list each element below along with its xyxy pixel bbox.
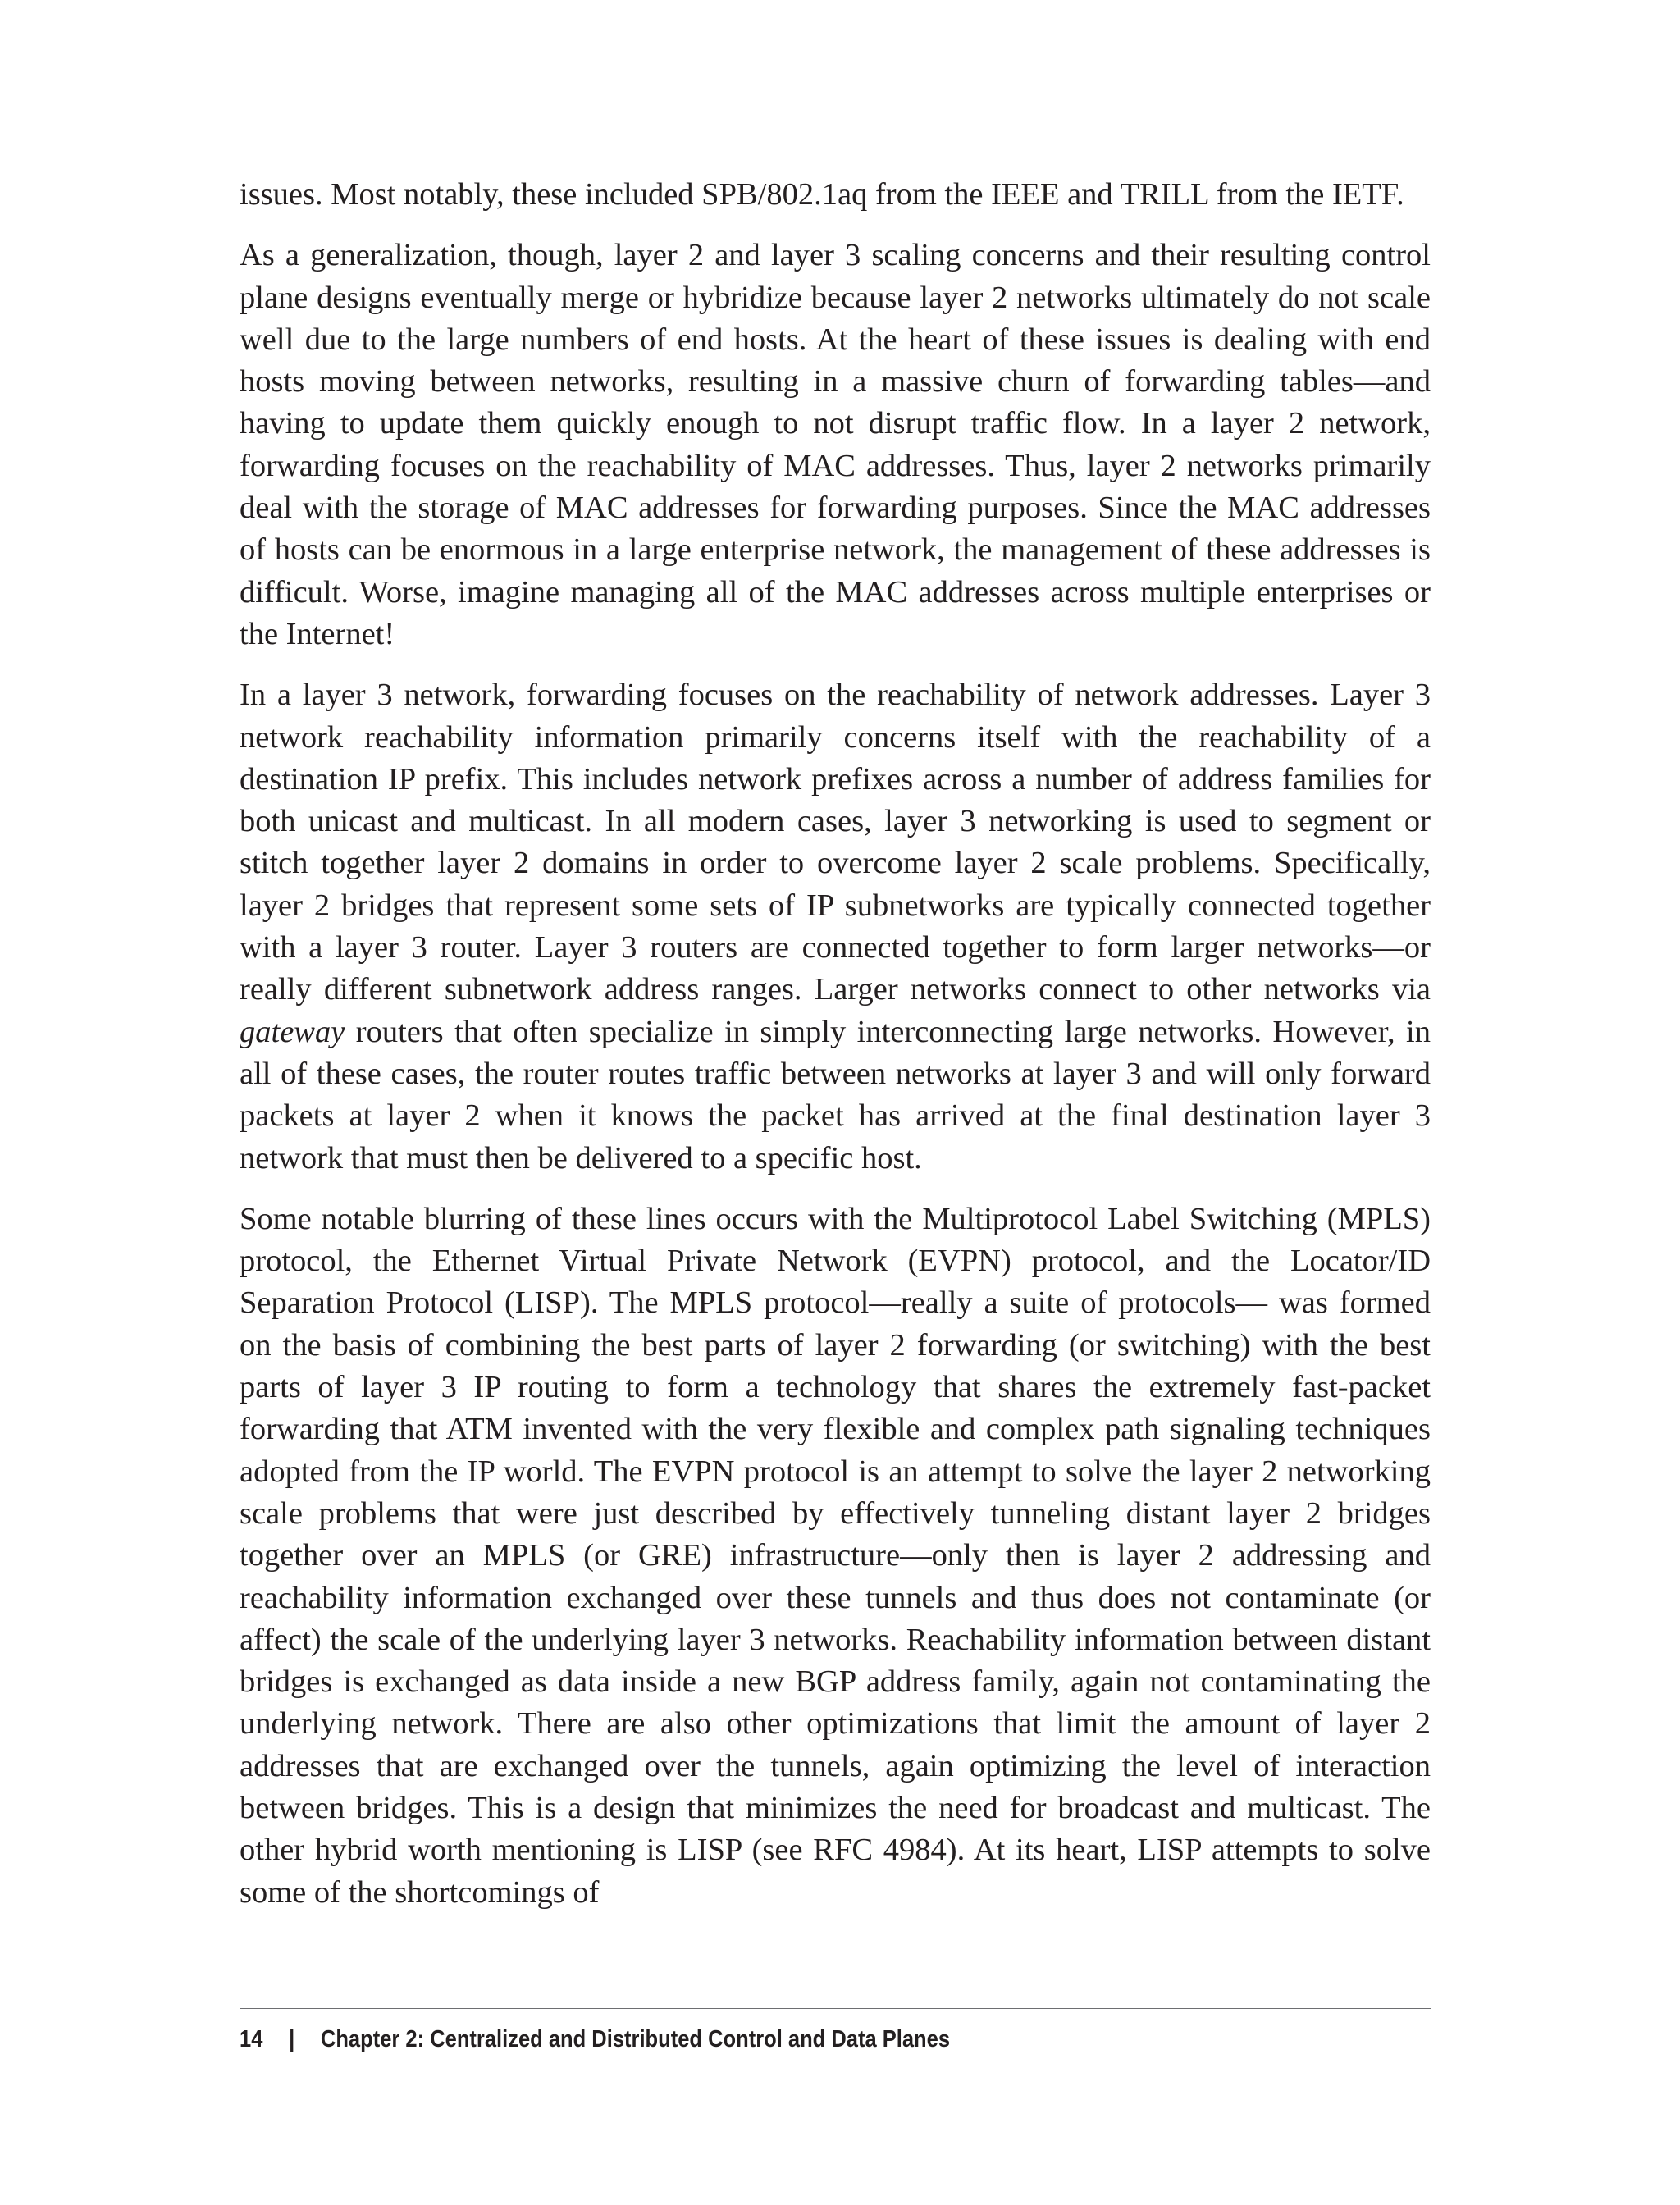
paragraph-3-text-b: routers that often specialize in simply interconnecting large networks. However, in all of these cases, the router routes traffic between networks at layer 3 and will only forward packets at layer 2 when it knows the packet has arrived at the final destination layer 3 network that must then be delivered to a specific host. [240,1014,1431,1176]
paragraph-2: As a generalization, though, layer 2 and layer 3 scaling concerns and their resulting control plane designs eventually merge or hybridize because layer 2 networks ultimately do not scale well due to the large numbers of end hosts. At the heart of these issues is dealing with end hosts moving between networks, resulting in a massive churn of forwarding tables—and having to update them quickly enough to not disrupt traffic flow. In a layer 2 network, forwarding focuses on the reachability of MAC addresses. Thus, layer 2 networks primarily deal with the storage of MAC addresses for forwarding purposes. Since the MAC addresses of hosts can be enormous in a large enterprise network, the management of these addresses is difficult. Worse, imagine managing all of the MAC addresses across multiple enterprises or the Internet! [240,238,1431,651]
page-number: 14 [240,2025,263,2052]
paragraph-3 [240,674,1431,1180]
paragraph-4: Some notable blurring of these lines occurs with the Multiprotocol Label Switching (MPLS) protocol, the Ethernet Virtual Private Network (EVPN) protocol, and the Locator/ID Separation Protocol (LISP). The MPLS protocol—really a suite of protocols— was formed on the basis of combining the best parts of layer 2 forwarding (or switching) with the best parts of layer 3 IP routing to form a technology that shares the extremely fast-packet forwarding that ATM invented with the very flexible and complex path signaling techniques adopted from the IP world. The EVPN protocol is an attempt to solve the layer 2 networking scale problems that were just described by effectively tunneling distant layer 2 bridges together over an MPLS (or GRE) infrastructure—only then is layer 2 addressing and reachability information exchanged over these tunnels and thus does not contaminate (or affect) the scale of the underlying layer 3 networks. Reachability information between distant bridges is exchanged as data inside a new BGP address family, again not contaminating the underlying network. There are also other optimizations that limit the amount of layer 2 addresses that are exchanged over the tunnels, again optimizing the level of interaction between bridges. This is a design that minimizes the need for broadcast and multicast. The other hybrid worth mentioning is LISP (see RFC 4984). At its heart, LISP attempts to solve some of the shortcomings of [240,1201,1431,1910]
gateway-term: gateway [240,1014,345,1049]
paragraph-3-text-a: In a layer 3 network, forwarding focuses on the reachability of network addresses. Layer 3 network reachability information primarily concerns itself with the reachability of a destination IP prefix. This includes network prefixes across a number of address families for both unicast and multicast. In all modern cases, layer 3 networking is used to segment or stitch together layer 2 domains in order to overcome layer 2 scale problems. Specifically, layer 2 bridges that represent some sets of IP subnetworks are typically connected together with a layer 3 router. Layer 3 routers are connected together to form larger networks—or really different subnetwork address ranges. Larger networks connect to other networks via [240,678,1431,1007]
body-text [240,174,1431,1933]
footer-separator: | [289,2025,295,2052]
chapter-title: Chapter 2: Centralized and Distributed Control and Data Planes [320,2025,951,2052]
footer-divider [240,2008,1431,2009]
paragraph-1: issues. Most notably, these included SPB/802.1aq from the IEEE and TRILL from the IETF. [240,177,1404,212]
page-footer [240,2021,950,2057]
